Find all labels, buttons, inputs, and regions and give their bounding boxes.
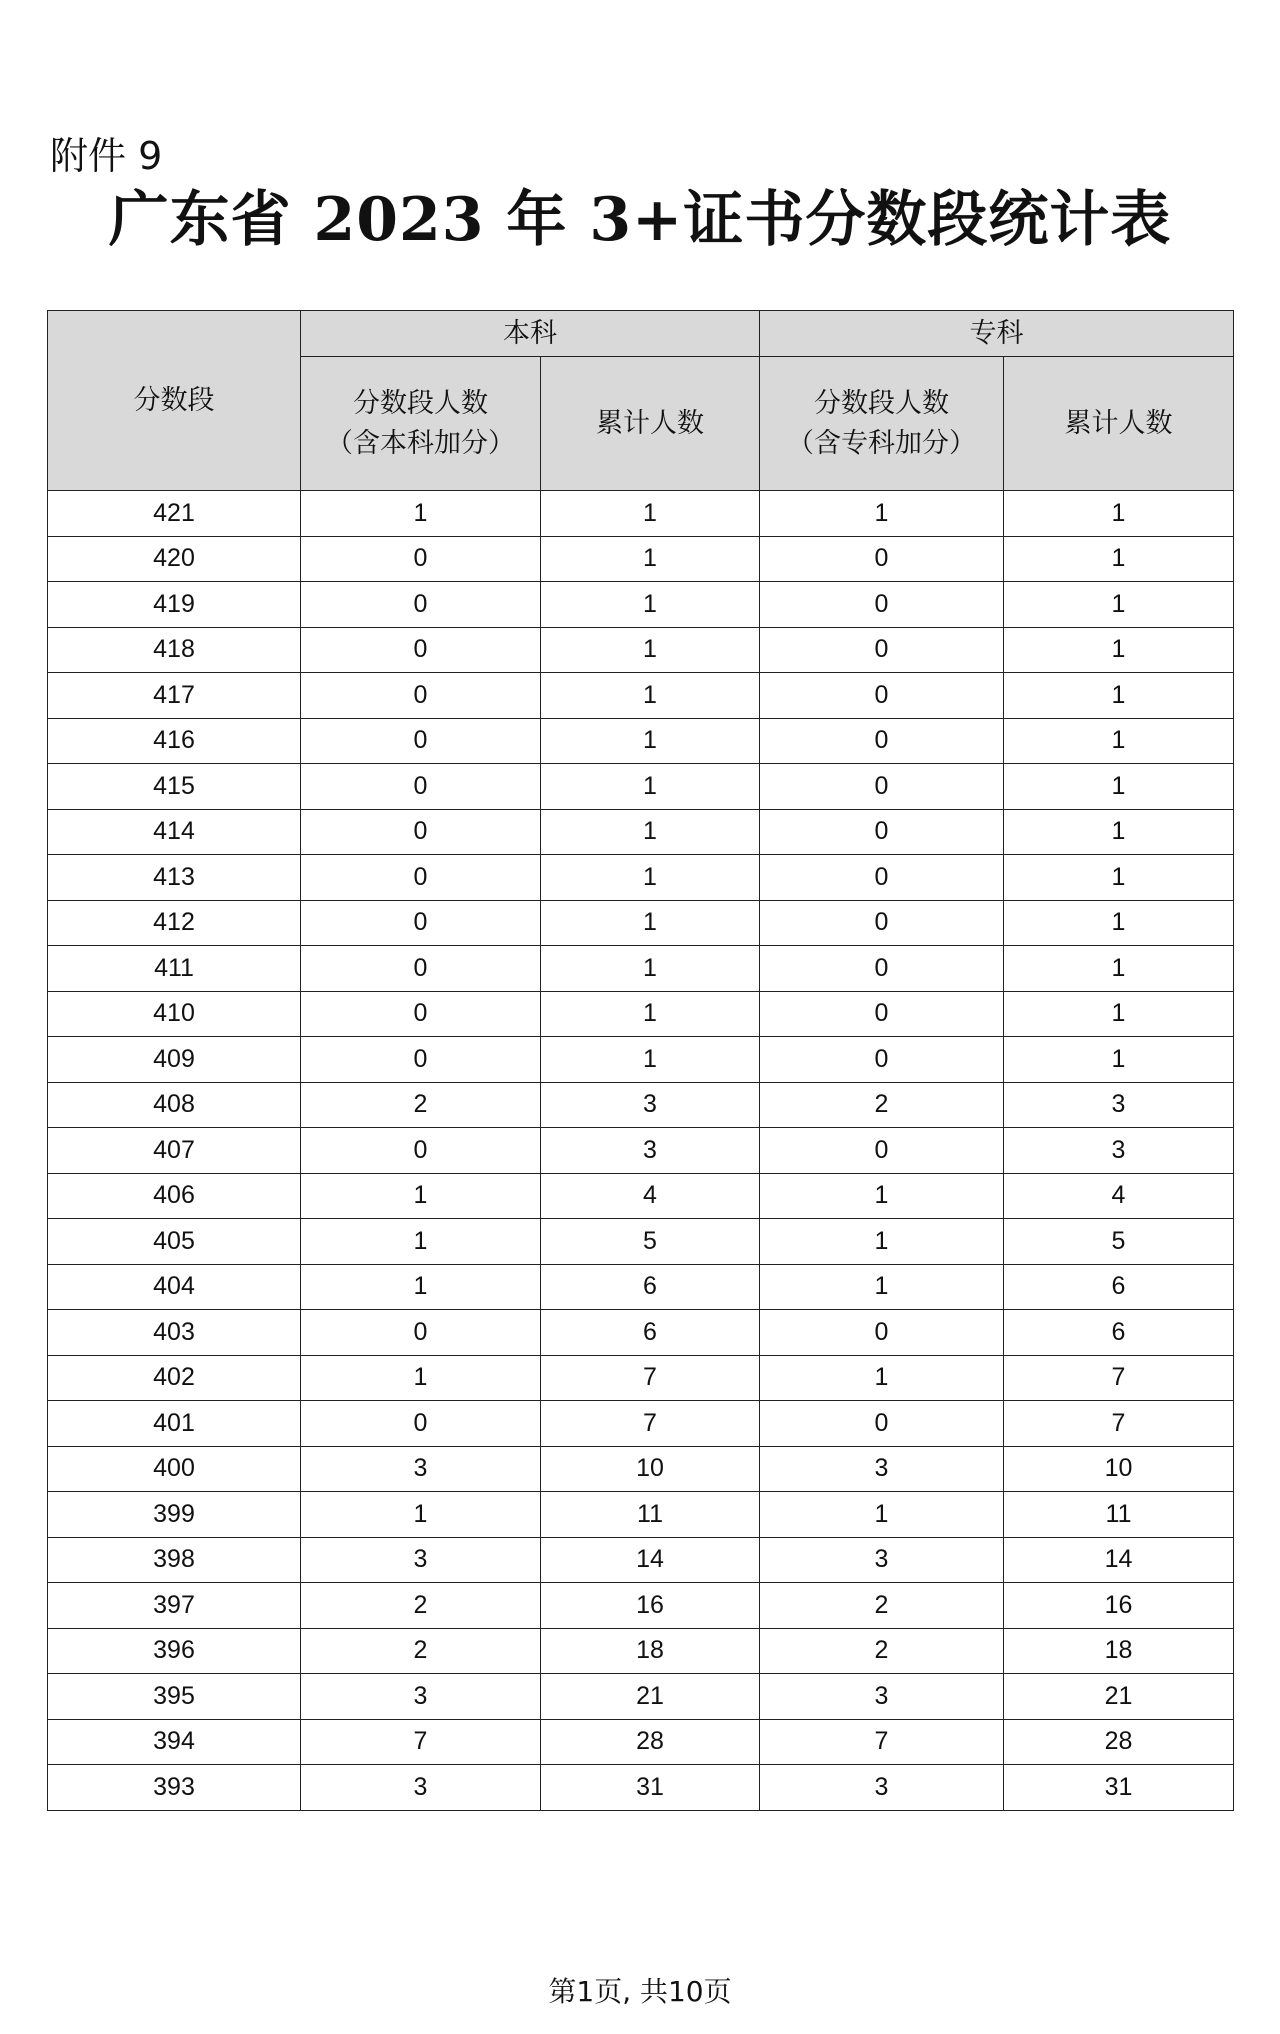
cell-undergrad-cumulative: 10: [541, 1446, 760, 1492]
cell-undergrad-cumulative: 1: [541, 673, 760, 719]
cell-undergrad-cumulative: 16: [541, 1583, 760, 1629]
cell-undergrad-cumulative: 1: [541, 718, 760, 764]
cell-junior-cumulative: 1: [1004, 809, 1234, 855]
cell-score-band: 412: [48, 900, 301, 946]
cell-junior-count: 3: [760, 1765, 1004, 1811]
cell-undergrad-cumulative: 14: [541, 1537, 760, 1583]
cell-undergrad-cumulative: 28: [541, 1719, 760, 1765]
table-row: [48, 1128, 1234, 1174]
cell-undergrad-count: 0: [301, 855, 541, 901]
cell-undergrad-cumulative: 7: [541, 1401, 760, 1447]
table-row: [48, 1628, 1234, 1674]
cell-undergrad-count: 2: [301, 1583, 541, 1629]
cell-junior-cumulative: 1: [1004, 582, 1234, 628]
cell-junior-count: 1: [760, 1173, 1004, 1219]
cell-junior-cumulative: 21: [1004, 1674, 1234, 1720]
cell-junior-cumulative: 7: [1004, 1355, 1234, 1401]
header-junior-count-line1: 分数段人数: [814, 387, 949, 419]
table-row: [48, 1082, 1234, 1128]
cell-score-band: 416: [48, 718, 301, 764]
cell-junior-count: 0: [760, 718, 1004, 764]
cell-undergrad-cumulative: 3: [541, 1082, 760, 1128]
table-row: [48, 1401, 1234, 1447]
table-row: [48, 1719, 1234, 1765]
cell-junior-cumulative: 3: [1004, 1082, 1234, 1128]
cell-score-band: 403: [48, 1310, 301, 1356]
cell-undergrad-count: 2: [301, 1082, 541, 1128]
cell-undergrad-count: 0: [301, 1401, 541, 1447]
cell-undergrad-count: 2: [301, 1628, 541, 1674]
cell-junior-cumulative: 1: [1004, 627, 1234, 673]
cell-junior-cumulative: 1: [1004, 536, 1234, 582]
cell-junior-count: 1: [760, 1355, 1004, 1401]
header-undergrad: 本科: [301, 311, 760, 357]
cell-junior-cumulative: 1: [1004, 991, 1234, 1037]
cell-junior-count: 0: [760, 764, 1004, 810]
cell-score-band: 400: [48, 1446, 301, 1492]
cell-score-band: 409: [48, 1037, 301, 1083]
table-row: [48, 900, 1234, 946]
cell-junior-cumulative: 10: [1004, 1446, 1234, 1492]
table-row: [48, 491, 1234, 537]
table-row: [48, 991, 1234, 1037]
cell-junior-count: 1: [760, 1219, 1004, 1265]
cell-undergrad-cumulative: 18: [541, 1628, 760, 1674]
cell-undergrad-count: 0: [301, 946, 541, 992]
cell-junior-cumulative: 3: [1004, 1128, 1234, 1174]
cell-score-band: 408: [48, 1082, 301, 1128]
cell-undergrad-count: 0: [301, 1128, 541, 1174]
cell-undergrad-cumulative: 1: [541, 536, 760, 582]
cell-undergrad-count: 1: [301, 1219, 541, 1265]
table-row: [48, 1765, 1234, 1811]
cell-score-band: 404: [48, 1264, 301, 1310]
cell-junior-count: 0: [760, 582, 1004, 628]
table-row: [48, 946, 1234, 992]
cell-undergrad-count: 0: [301, 764, 541, 810]
table-row: [48, 673, 1234, 719]
cell-undergrad-count: 3: [301, 1674, 541, 1720]
cell-undergrad-cumulative: 1: [541, 809, 760, 855]
cell-undergrad-count: 0: [301, 900, 541, 946]
cell-junior-count: 0: [760, 855, 1004, 901]
cell-undergrad-cumulative: 1: [541, 946, 760, 992]
cell-undergrad-cumulative: 31: [541, 1765, 760, 1811]
cell-junior-cumulative: 1: [1004, 855, 1234, 901]
cell-score-band: 420: [48, 536, 301, 582]
cell-undergrad-count: 0: [301, 582, 541, 628]
cell-undergrad-count: 0: [301, 809, 541, 855]
cell-score-band: 393: [48, 1765, 301, 1811]
cell-junior-cumulative: 11: [1004, 1492, 1234, 1538]
cell-undergrad-count: 0: [301, 991, 541, 1037]
header-undergrad-cumulative: 累计人数: [541, 357, 760, 491]
cell-undergrad-count: 1: [301, 1173, 541, 1219]
cell-undergrad-cumulative: 1: [541, 764, 760, 810]
cell-undergrad-cumulative: 7: [541, 1355, 760, 1401]
cell-junior-count: 0: [760, 627, 1004, 673]
table-row: [48, 1264, 1234, 1310]
cell-junior-count: 0: [760, 536, 1004, 582]
cell-score-band: 418: [48, 627, 301, 673]
cell-junior-count: 2: [760, 1082, 1004, 1128]
cell-undergrad-count: 7: [301, 1719, 541, 1765]
cell-undergrad-cumulative: 1: [541, 627, 760, 673]
score-distribution-table: [47, 310, 1234, 1811]
cell-junior-cumulative: 18: [1004, 1628, 1234, 1674]
cell-undergrad-cumulative: 1: [541, 582, 760, 628]
table-row: [48, 1537, 1234, 1583]
table-row: [48, 855, 1234, 901]
cell-junior-cumulative: 1: [1004, 764, 1234, 810]
cell-undergrad-cumulative: 6: [541, 1264, 760, 1310]
cell-junior-count: 7: [760, 1719, 1004, 1765]
cell-junior-count: 0: [760, 1310, 1004, 1356]
cell-junior-cumulative: 31: [1004, 1765, 1234, 1811]
cell-undergrad-count: 0: [301, 1037, 541, 1083]
table-row: [48, 809, 1234, 855]
table-body: [48, 491, 1234, 1811]
table-row: [48, 764, 1234, 810]
cell-score-band: 405: [48, 1219, 301, 1265]
cell-junior-cumulative: 6: [1004, 1310, 1234, 1356]
table-row: [48, 1492, 1234, 1538]
page-footer: 第1页, 共10页: [548, 1975, 732, 2008]
cell-junior-count: 0: [760, 991, 1004, 1037]
cell-undergrad-count: 3: [301, 1537, 541, 1583]
cell-junior-count: 3: [760, 1674, 1004, 1720]
cell-undergrad-cumulative: 5: [541, 1219, 760, 1265]
cell-undergrad-cumulative: 6: [541, 1310, 760, 1356]
cell-undergrad-count: 1: [301, 491, 541, 537]
table-row: [48, 582, 1234, 628]
cell-undergrad-cumulative: 21: [541, 1674, 760, 1720]
header-junior-count: [760, 357, 1004, 491]
cell-score-band: 398: [48, 1537, 301, 1583]
cell-junior-cumulative: 1: [1004, 491, 1234, 537]
cell-undergrad-cumulative: 3: [541, 1128, 760, 1174]
header-undergrad-count-line2: （含本科加分）: [326, 427, 515, 459]
cell-junior-count: 1: [760, 1264, 1004, 1310]
header-score-band: 分数段: [48, 311, 301, 491]
cell-junior-count: 2: [760, 1583, 1004, 1629]
cell-undergrad-count: 0: [301, 673, 541, 719]
cell-junior-cumulative: 1: [1004, 673, 1234, 719]
header-undergrad-count-line1: 分数段人数: [353, 387, 488, 419]
cell-junior-count: 0: [760, 1037, 1004, 1083]
cell-undergrad-cumulative: 1: [541, 1037, 760, 1083]
cell-score-band: 396: [48, 1628, 301, 1674]
cell-undergrad-count: 3: [301, 1446, 541, 1492]
header-undergrad-count: [301, 357, 541, 491]
cell-junior-cumulative: 1: [1004, 900, 1234, 946]
cell-junior-count: 2: [760, 1628, 1004, 1674]
header-junior-count-line2: （含专科加分）: [787, 427, 976, 459]
table-row: [48, 1037, 1234, 1083]
cell-junior-count: 0: [760, 1401, 1004, 1447]
cell-score-band: 417: [48, 673, 301, 719]
cell-score-band: 397: [48, 1583, 301, 1629]
cell-undergrad-count: 0: [301, 536, 541, 582]
cell-junior-cumulative: 6: [1004, 1264, 1234, 1310]
header-junior-college: 专科: [760, 311, 1234, 357]
table-row: [48, 1219, 1234, 1265]
cell-score-band: 421: [48, 491, 301, 537]
cell-undergrad-count: 3: [301, 1765, 541, 1811]
attachment-label: 附件 9: [50, 134, 163, 178]
cell-junior-cumulative: 1: [1004, 946, 1234, 992]
cell-junior-count: 0: [760, 1128, 1004, 1174]
cell-junior-cumulative: 16: [1004, 1583, 1234, 1629]
cell-junior-count: 1: [760, 491, 1004, 537]
cell-junior-cumulative: 28: [1004, 1719, 1234, 1765]
cell-junior-count: 0: [760, 900, 1004, 946]
table-row: [48, 1310, 1234, 1356]
table-row: [48, 536, 1234, 582]
cell-undergrad-count: 1: [301, 1492, 541, 1538]
table-row: [48, 1173, 1234, 1219]
cell-score-band: 415: [48, 764, 301, 810]
cell-undergrad-count: 0: [301, 718, 541, 764]
table-row: [48, 1583, 1234, 1629]
cell-score-band: 414: [48, 809, 301, 855]
cell-junior-count: 1: [760, 1492, 1004, 1538]
cell-junior-cumulative: 4: [1004, 1173, 1234, 1219]
cell-undergrad-count: 0: [301, 627, 541, 673]
cell-undergrad-cumulative: 1: [541, 991, 760, 1037]
cell-junior-cumulative: 7: [1004, 1401, 1234, 1447]
table-row: [48, 718, 1234, 764]
cell-undergrad-count: 1: [301, 1355, 541, 1401]
header-junior-cumulative: 累计人数: [1004, 357, 1234, 491]
cell-undergrad-count: 0: [301, 1310, 541, 1356]
cell-junior-cumulative: 1: [1004, 1037, 1234, 1083]
cell-undergrad-cumulative: 1: [541, 855, 760, 901]
cell-junior-cumulative: 5: [1004, 1219, 1234, 1265]
cell-junior-count: 0: [760, 809, 1004, 855]
table-row: [48, 1674, 1234, 1720]
table-row: [48, 1446, 1234, 1492]
table-row: [48, 627, 1234, 673]
cell-junior-count: 0: [760, 946, 1004, 992]
table-row: [48, 1355, 1234, 1401]
cell-undergrad-cumulative: 1: [541, 491, 760, 537]
cell-score-band: 395: [48, 1674, 301, 1720]
page-title: 广东省 2023 年 3+证书分数段统计表: [108, 185, 1172, 255]
cell-junior-count: 3: [760, 1537, 1004, 1583]
cell-undergrad-cumulative: 11: [541, 1492, 760, 1538]
cell-score-band: 413: [48, 855, 301, 901]
cell-score-band: 407: [48, 1128, 301, 1174]
cell-undergrad-cumulative: 4: [541, 1173, 760, 1219]
header-row-groups: [48, 311, 1234, 357]
cell-junior-cumulative: 14: [1004, 1537, 1234, 1583]
cell-junior-count: 3: [760, 1446, 1004, 1492]
cell-undergrad-count: 1: [301, 1264, 541, 1310]
table-header: [48, 311, 1234, 491]
cell-undergrad-cumulative: 1: [541, 900, 760, 946]
cell-score-band: 419: [48, 582, 301, 628]
cell-score-band: 406: [48, 1173, 301, 1219]
cell-score-band: 402: [48, 1355, 301, 1401]
cell-score-band: 399: [48, 1492, 301, 1538]
cell-junior-count: 0: [760, 673, 1004, 719]
cell-junior-cumulative: 1: [1004, 718, 1234, 764]
cell-score-band: 411: [48, 946, 301, 992]
cell-score-band: 394: [48, 1719, 301, 1765]
cell-score-band: 401: [48, 1401, 301, 1447]
cell-score-band: 410: [48, 991, 301, 1037]
